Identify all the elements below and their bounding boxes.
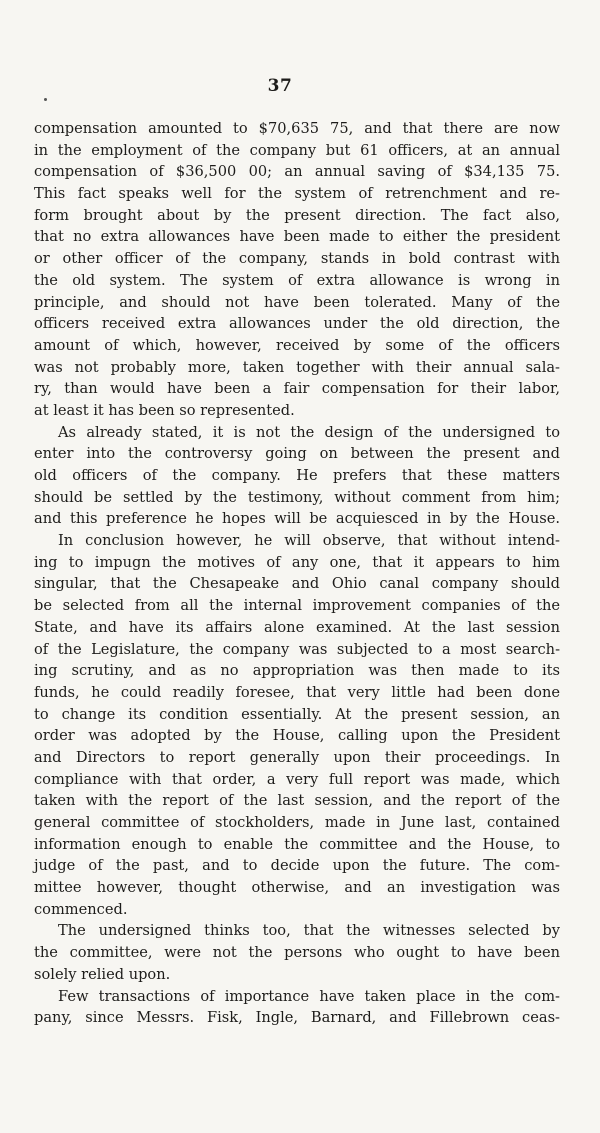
text-line: ry, than would have been a fair compensation for their labor, (34, 380, 560, 398)
text-line: compensation amounted to $70,635 75, and that there are now (34, 120, 560, 137)
text-line: the committee, were not the persons who ought to have been (34, 944, 560, 962)
text-line: old officers of the company. He prefers that these matters (34, 467, 560, 484)
text-line: information enough to enable the committee and the House, to (34, 835, 560, 853)
text-line: compliance with that order, a very full report was made, which (34, 770, 560, 788)
text-line: This fact speaks well for the system of retrenchment and re- (34, 185, 560, 203)
text-line: that no extra allowances have been made to either the president (34, 228, 560, 246)
text-line: order was adopted by the House, calling upon the President (34, 727, 560, 745)
text-line: funds, he could readily foresee, that very little had been done (34, 683, 560, 701)
text-line: As already stated, it is not the design of the undersigned to (58, 423, 560, 441)
text-line: State, and have its affairs alone examined. At the last session (34, 618, 560, 636)
text-line: in the employment of the company but 61 officers, at an annual (34, 141, 560, 159)
text-line: was not probably more, taken together with their annual sala- (34, 358, 560, 376)
text-line: the old system. The system of extra allowance is wrong in (34, 271, 560, 289)
text-line: ing to impugn the motives of any one, that it appears to him (34, 553, 560, 571)
text-line: of the Legislature, the company was subjected to a most search- (34, 640, 560, 658)
text-line: Few transactions of importance have taken place in the com- (58, 987, 560, 1005)
text-line: commenced. (34, 900, 128, 918)
text-line: taken with the report of the last session, and the report of the (34, 792, 560, 810)
body-text (34, 118, 560, 1029)
text-line: or other officer of the company, stands in bold contrast with (34, 250, 560, 268)
text-line: officers received extra allowances under the old direction, the (34, 315, 560, 333)
text-line: solely relied upon. (34, 965, 171, 983)
page-number: 37 (267, 76, 293, 96)
text-line: principle, and should not have been tolerated. Many of the (34, 293, 560, 311)
text-line: and this preference he hopes will be acquiesced in by the House. (34, 510, 560, 528)
text-line: and Directors to report generally upon their proceedings. In (34, 748, 560, 766)
text-line: judge of the past, and to decide upon the future. The com- (34, 857, 560, 875)
text-line: should be settled by the testimony, without comment from him; (34, 488, 560, 506)
text-line: singular, that the Chesapeake and Ohio canal company should (34, 575, 560, 593)
text-line: The undersigned thinks too, that the witnesses selected by (58, 922, 560, 940)
text-line: general committee of stockholders, made in June last, contained (34, 814, 560, 831)
text-line: In conclusion however, he will observe, that without intend- (58, 532, 560, 550)
text-line: amount of which, however, received by some of the officers (34, 336, 560, 354)
print-speck (44, 98, 47, 101)
text-line: enter into the controversy going on between the present and (34, 445, 560, 463)
text-line: compensation of $36,500 00; an annual saving of $34,135 75. (34, 163, 560, 181)
text-line: mittee however, thought otherwise, and an investigation was (34, 879, 560, 897)
text-line: form brought about by the present direction. The fact also, (34, 206, 560, 224)
text-line: ing scrutiny, and as no appropriation was then made to its (34, 662, 560, 680)
text-line: be selected from all the internal improvement companies of the (34, 597, 560, 615)
text-line: pany, since Messrs. Fisk, Ingle, Barnard, and Fillebrown ceas- (34, 1009, 560, 1027)
text-line: to change its condition essentially. At the present session, an (34, 705, 560, 723)
text-line: at least it has been so represented. (34, 401, 295, 419)
